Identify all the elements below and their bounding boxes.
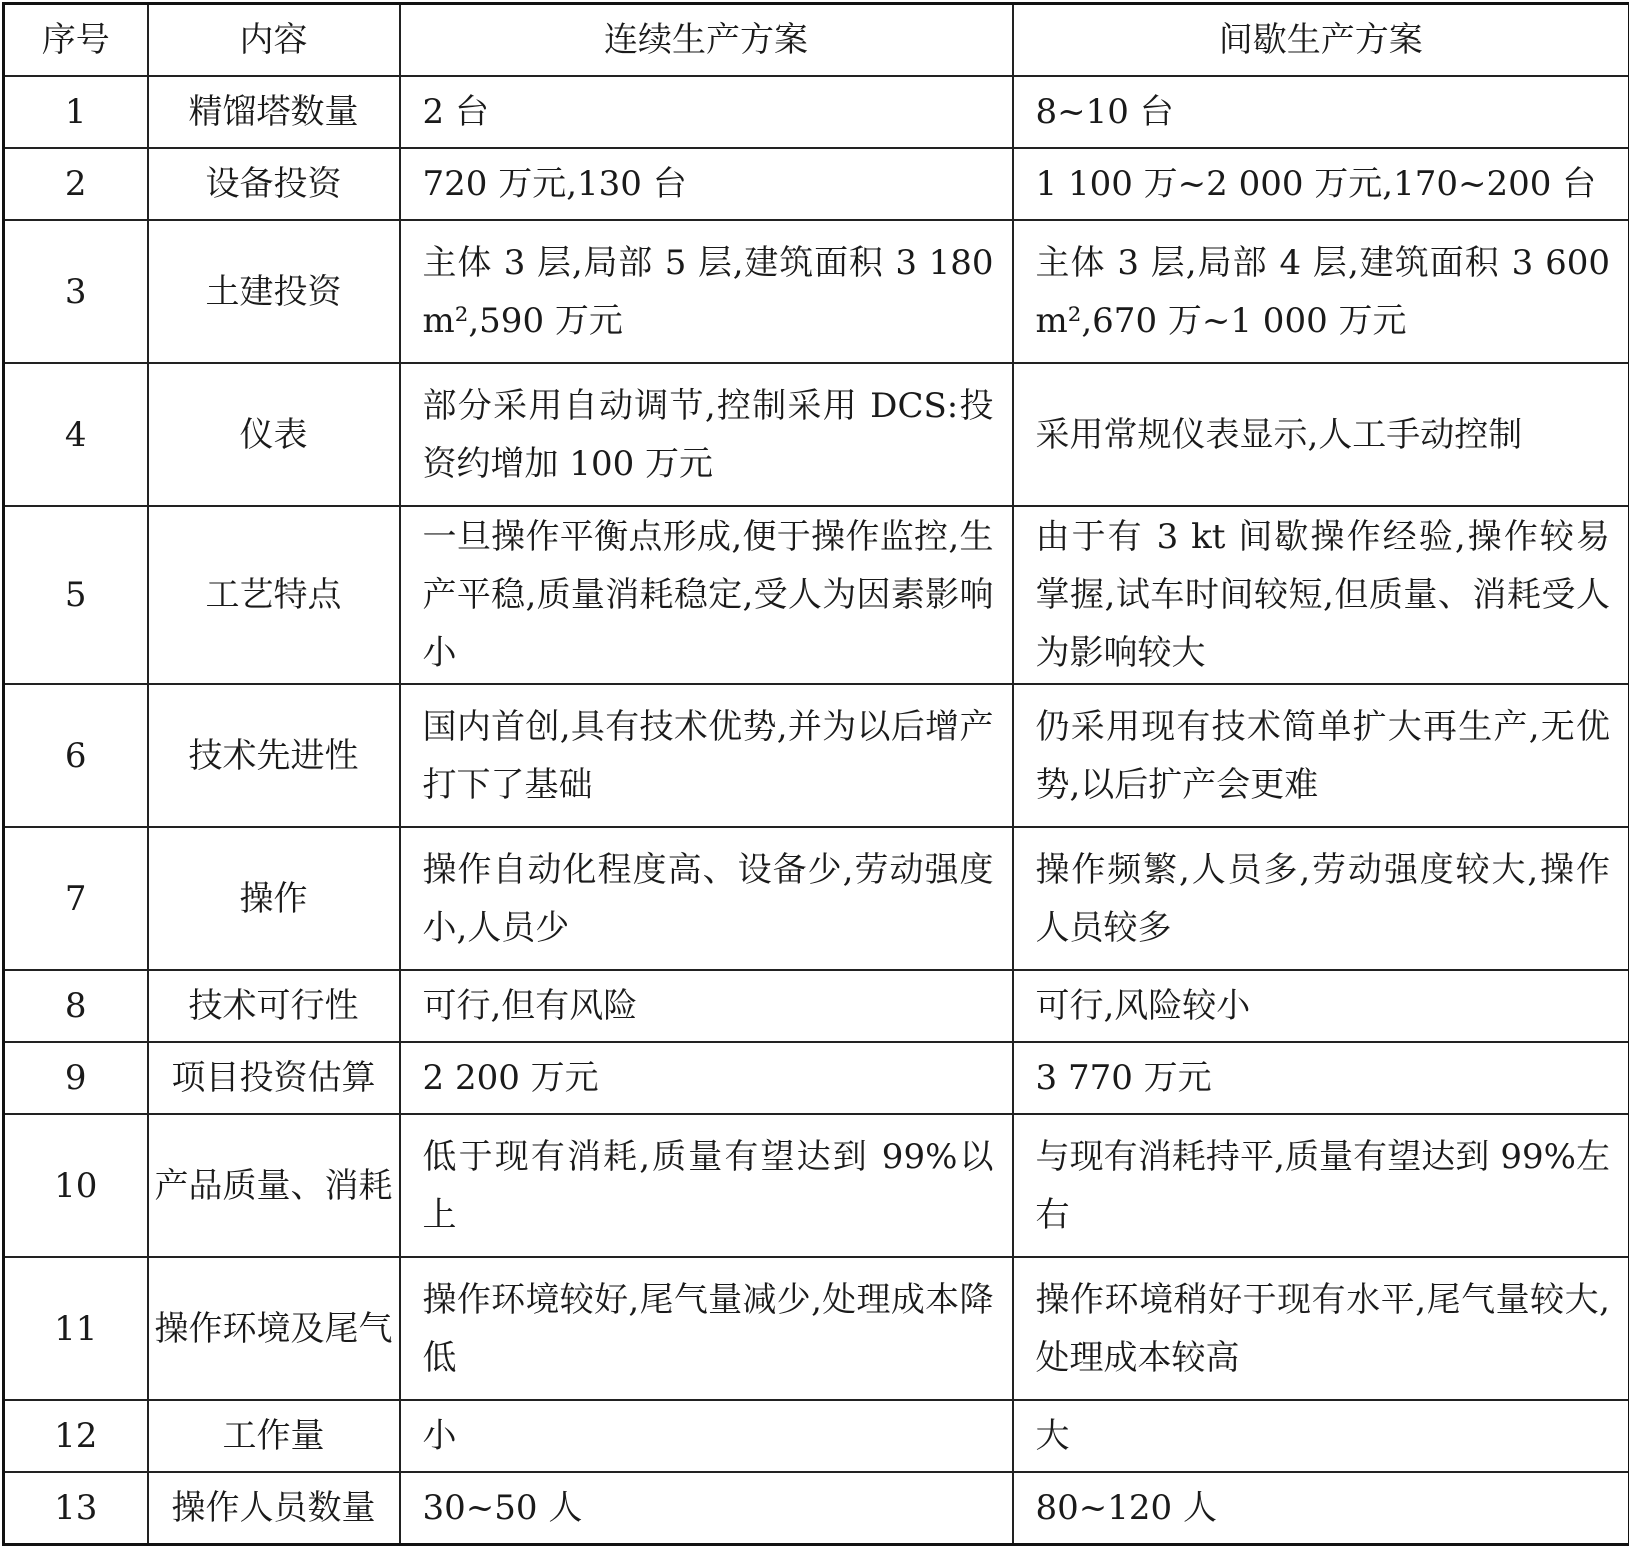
header-row xyxy=(4,4,1629,77)
header-batch: 间歇生产方案 xyxy=(1013,4,1629,77)
row-no: 1 xyxy=(4,76,148,148)
row-batch: 仍采用现有技术简单扩大再生产,无优势,以后扩产会更难 xyxy=(1013,684,1629,827)
header-item: 内容 xyxy=(148,4,400,77)
row-item: 精馏塔数量 xyxy=(148,76,400,148)
row-no: 2 xyxy=(4,148,148,220)
row-no: 4 xyxy=(4,363,148,506)
row-no: 7 xyxy=(4,827,148,970)
row-item: 土建投资 xyxy=(148,220,400,363)
row-continuous: 国内首创,具有技术优势,并为以后增产打下了基础 xyxy=(400,684,1013,827)
table-row xyxy=(4,970,1629,1042)
row-no: 8 xyxy=(4,970,148,1042)
row-continuous: 低于现有消耗,质量有望达到 99%以上 xyxy=(400,1114,1013,1257)
row-item: 仪表 xyxy=(148,363,400,506)
row-batch: 8~10 台 xyxy=(1013,76,1629,148)
row-batch: 与现有消耗持平,质量有望达到 99%左右 xyxy=(1013,1114,1629,1257)
table-row xyxy=(4,684,1629,827)
row-batch: 1 100 万~2 000 万元,170~200 台 xyxy=(1013,148,1629,220)
row-batch: 3 770 万元 xyxy=(1013,1042,1629,1114)
row-item: 设备投资 xyxy=(148,148,400,220)
comparison-table-container xyxy=(2,2,1628,1556)
table-row xyxy=(4,1400,1629,1472)
row-batch: 由于有 3 kt 间歇操作经验,操作较易掌握,试车时间较短,但质量、消耗受人为影响较大 xyxy=(1013,506,1629,684)
row-batch: 操作频繁,人员多,劳动强度较大,操作人员较多 xyxy=(1013,827,1629,970)
table-row xyxy=(4,506,1629,684)
row-continuous: 720 万元,130 台 xyxy=(400,148,1013,220)
row-batch: 操作环境稍好于现有水平,尾气量较大,处理成本较高 xyxy=(1013,1257,1629,1400)
table-row xyxy=(4,148,1629,220)
row-continuous: 小 xyxy=(400,1400,1013,1472)
row-no: 13 xyxy=(4,1472,148,1545)
comparison-table xyxy=(2,2,1629,1546)
row-item: 技术可行性 xyxy=(148,970,400,1042)
row-item: 工艺特点 xyxy=(148,506,400,684)
table-row xyxy=(4,363,1629,506)
row-no: 5 xyxy=(4,506,148,684)
header-no: 序号 xyxy=(4,4,148,77)
header-continuous: 连续生产方案 xyxy=(400,4,1013,77)
table-row xyxy=(4,220,1629,363)
row-batch: 主体 3 层,局部 4 层,建筑面积 3 600 m²,670 万~1 000 万元 xyxy=(1013,220,1629,363)
row-item: 技术先进性 xyxy=(148,684,400,827)
row-item: 项目投资估算 xyxy=(148,1042,400,1114)
row-item: 操作环境及尾气 xyxy=(148,1257,400,1400)
row-item: 操作 xyxy=(148,827,400,970)
row-continuous: 2 200 万元 xyxy=(400,1042,1013,1114)
table-row xyxy=(4,1257,1629,1400)
table-row xyxy=(4,1472,1629,1545)
row-batch: 大 xyxy=(1013,1400,1629,1472)
row-no: 11 xyxy=(4,1257,148,1400)
row-no: 10 xyxy=(4,1114,148,1257)
table-row xyxy=(4,1114,1629,1257)
row-item: 工作量 xyxy=(148,1400,400,1472)
row-no: 9 xyxy=(4,1042,148,1114)
row-batch: 80~120 人 xyxy=(1013,1472,1629,1545)
row-batch: 采用常规仪表显示,人工手动控制 xyxy=(1013,363,1629,506)
table-row xyxy=(4,76,1629,148)
row-continuous: 可行,但有风险 xyxy=(400,970,1013,1042)
row-continuous: 操作环境较好,尾气量减少,处理成本降低 xyxy=(400,1257,1013,1400)
row-continuous: 主体 3 层,局部 5 层,建筑面积 3 180 m²,590 万元 xyxy=(400,220,1013,363)
row-continuous: 部分采用自动调节,控制采用 DCS:投资约增加 100 万元 xyxy=(400,363,1013,506)
row-continuous: 2 台 xyxy=(400,76,1013,148)
row-continuous: 30~50 人 xyxy=(400,1472,1013,1545)
row-item: 产品质量、消耗 xyxy=(148,1114,400,1257)
table-row xyxy=(4,1042,1629,1114)
row-no: 6 xyxy=(4,684,148,827)
row-no: 12 xyxy=(4,1400,148,1472)
row-continuous: 操作自动化程度高、设备少,劳动强度小,人员少 xyxy=(400,827,1013,970)
table-row xyxy=(4,827,1629,970)
row-batch: 可行,风险较小 xyxy=(1013,970,1629,1042)
row-no: 3 xyxy=(4,220,148,363)
row-item: 操作人员数量 xyxy=(148,1472,400,1545)
row-continuous: 一旦操作平衡点形成,便于操作监控,生产平稳,质量消耗稳定,受人为因素影响小 xyxy=(400,506,1013,684)
